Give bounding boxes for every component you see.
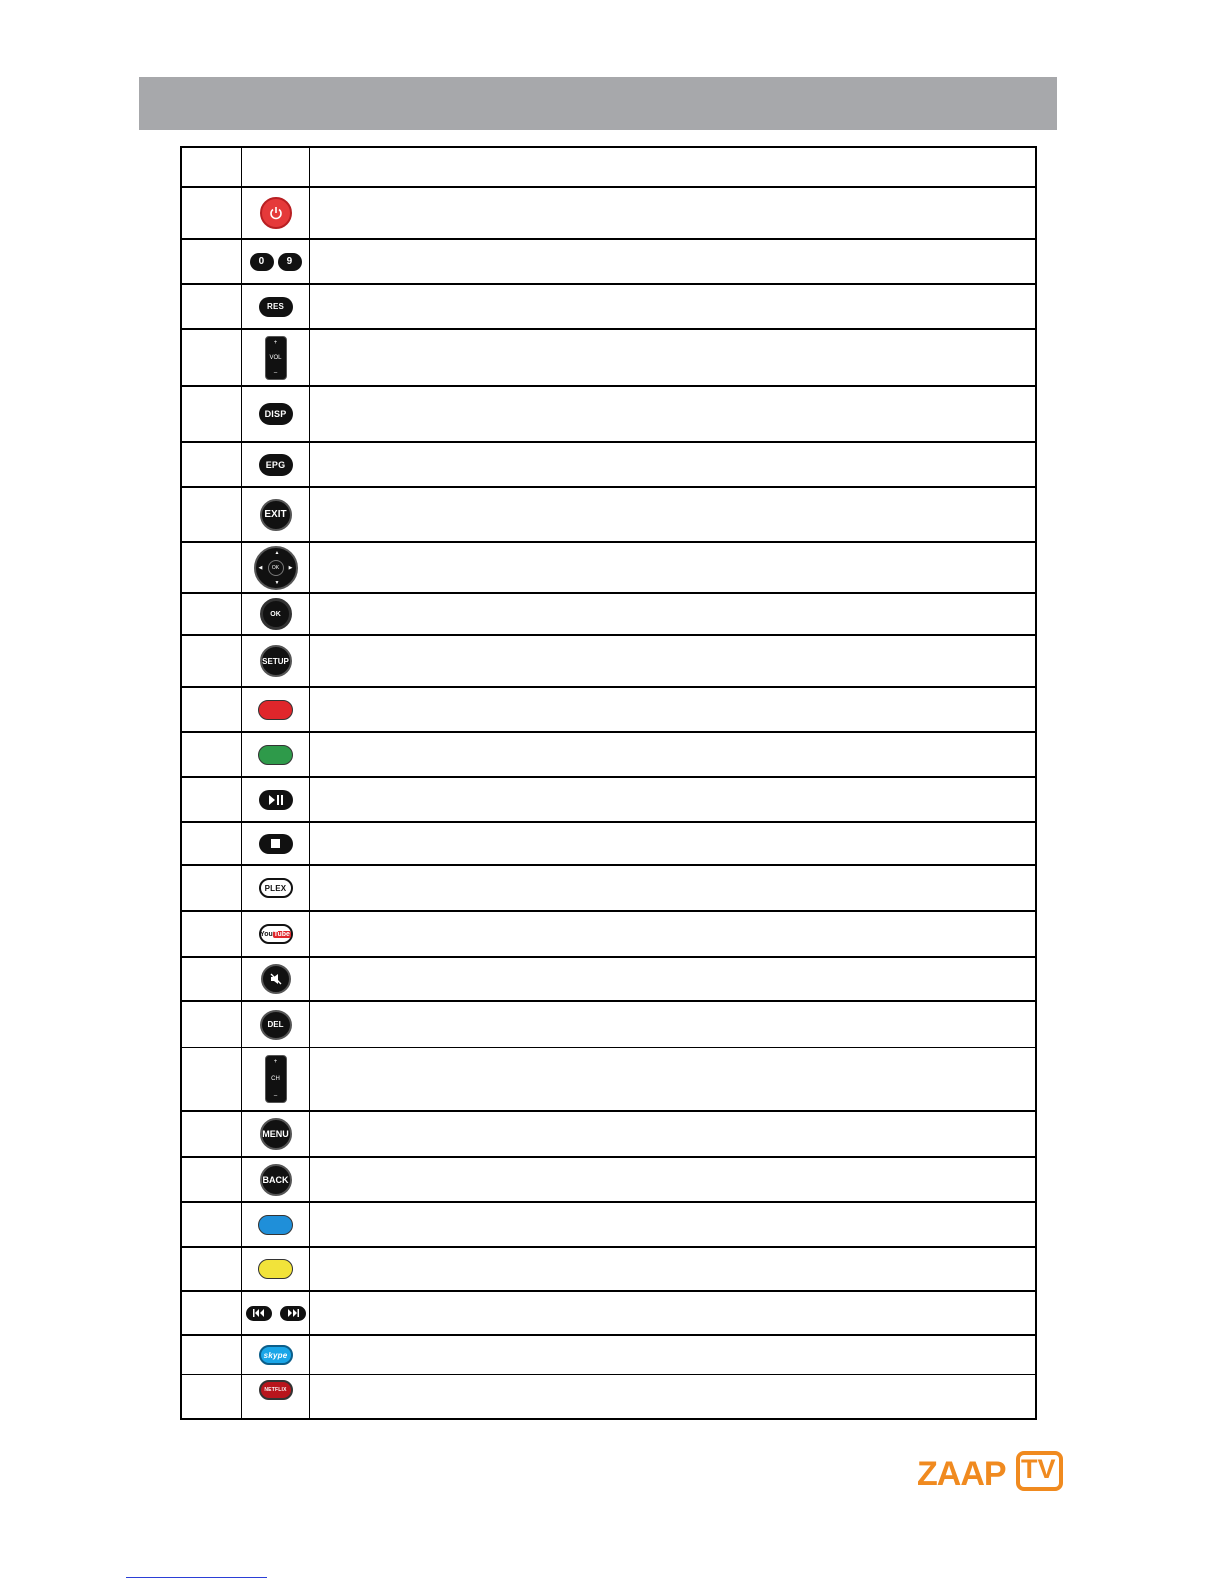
- remote-button-table: [180, 146, 1037, 1420]
- table-row: [182, 541, 1035, 592]
- digit-9-key-icon: 9: [278, 253, 302, 271]
- table-row: [182, 1246, 1035, 1290]
- volume-rocker-icon: + VOL –: [265, 336, 287, 380]
- exit-button-icon: EXIT: [260, 499, 292, 531]
- table-row: [182, 385, 1035, 441]
- plex-button-icon: PLEX: [259, 878, 293, 898]
- res-button-icon: RES: [259, 297, 293, 317]
- table-row: [182, 592, 1035, 634]
- channel-rocker-icon: + CH –: [265, 1055, 287, 1103]
- table-row: [182, 864, 1035, 910]
- setup-button-icon: SETUP: [260, 645, 292, 677]
- table-row: [182, 328, 1035, 385]
- blue-button-icon: [258, 1215, 293, 1235]
- table-row: [182, 1201, 1035, 1246]
- green-button-icon: [258, 745, 293, 765]
- menu-button-icon: MENU: [260, 1118, 292, 1150]
- table-row: [182, 238, 1035, 283]
- red-button-icon: [258, 700, 293, 720]
- del-button-icon: DEL: [260, 1010, 292, 1040]
- table-row: [182, 1290, 1035, 1334]
- table-row: [182, 821, 1035, 864]
- table-row: [182, 1374, 1035, 1420]
- dpad-icon: ▲ ▼ ◀ ▶ OK: [254, 546, 298, 590]
- epg-button-icon: EPG: [259, 454, 293, 476]
- disp-button-icon: DISP: [259, 403, 293, 425]
- netflix-button-icon: NETFLIX: [259, 1380, 293, 1400]
- table-row: [182, 731, 1035, 776]
- skip-next-icon: [280, 1306, 306, 1321]
- section-header-band: [139, 77, 1057, 130]
- skype-button-icon: skype: [259, 1345, 293, 1365]
- table-row: [182, 1047, 1035, 1110]
- mute-button-icon: [261, 964, 291, 994]
- table-row: [182, 634, 1035, 686]
- table-header-row: [182, 148, 1035, 186]
- stop-button-icon: [259, 834, 293, 854]
- zaaptv-logo: ZAAP TV: [917, 1451, 1063, 1496]
- back-button-icon: BACK: [260, 1164, 292, 1196]
- youtube-button-icon: You Tube: [259, 924, 293, 944]
- play-pause-button-icon: [259, 790, 293, 810]
- yellow-button-icon: [258, 1259, 293, 1279]
- table-row: [182, 283, 1035, 328]
- table-row: [182, 441, 1035, 486]
- table-row: [182, 776, 1035, 821]
- table-row: [182, 486, 1035, 541]
- table-row: [182, 910, 1035, 956]
- table-row: [182, 1334, 1035, 1374]
- table-row: [182, 956, 1035, 1000]
- table-row: [182, 186, 1035, 238]
- table-row: [182, 1110, 1035, 1156]
- skip-previous-icon: [246, 1306, 272, 1321]
- digit-0-key-icon: 0: [250, 253, 274, 271]
- table-row: [182, 686, 1035, 731]
- power-button-icon: [260, 197, 292, 229]
- table-row: [182, 1000, 1035, 1047]
- table-row: [182, 1156, 1035, 1201]
- ok-button-icon: OK: [260, 598, 292, 630]
- footer-link-underline[interactable]: [126, 1577, 267, 1578]
